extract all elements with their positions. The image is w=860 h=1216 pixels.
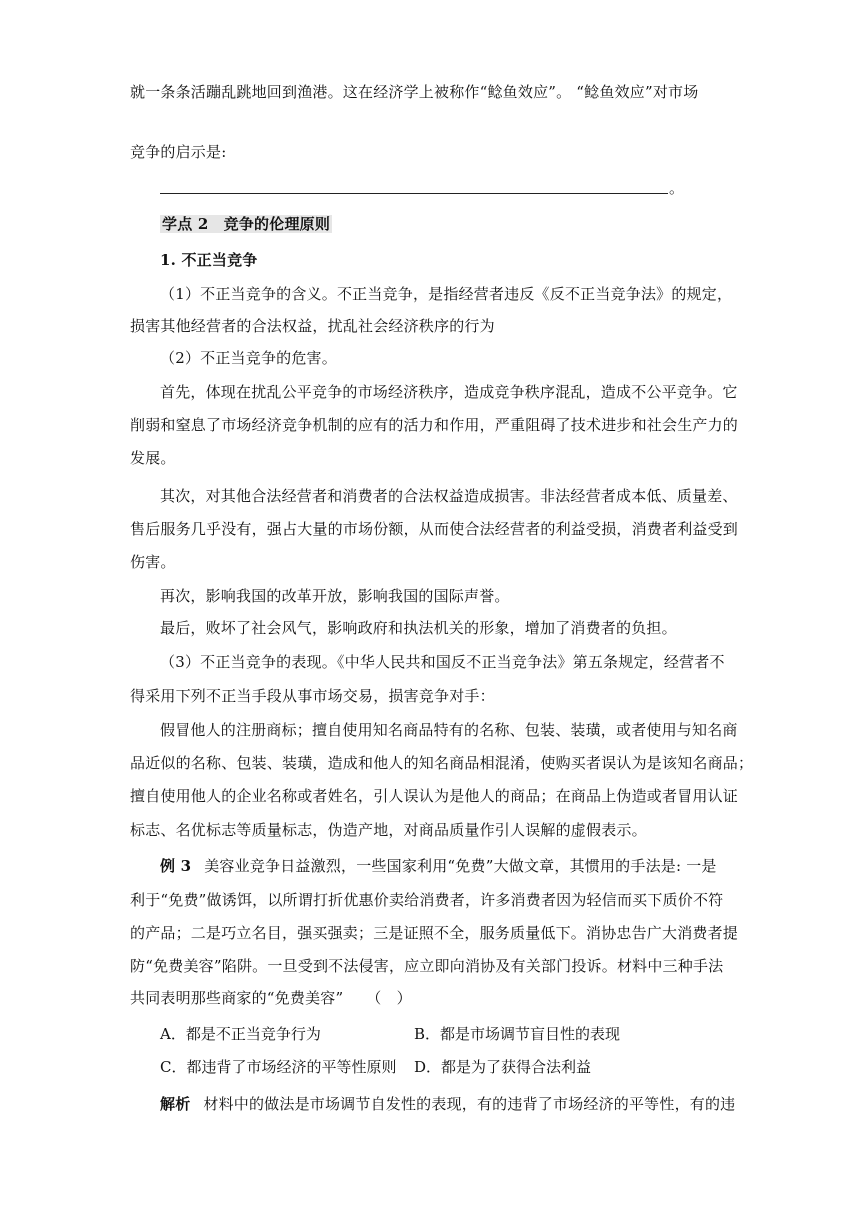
text-line: 售后服务几乎没有，强占大量的市场份额，从而使合法经营者的利益受损，消费者利益受到: [130, 520, 739, 538]
example-line: [160, 856, 717, 876]
text-line: 其次，对其他合法经营者和消费者的合法权益造成损害。非法经营者成本低、质量差、: [160, 487, 738, 505]
analysis-label: 解析: [160, 1095, 191, 1113]
text-line: 竞争的启示是:: [130, 143, 227, 161]
example-text: 美容业竞争日益激烈，一些国家利用“免费”大做文章，其惯用的手法是: 一是: [204, 857, 717, 875]
text-line: （1）不正当竞争的含义。不正当竞争，是指经营者违反《反不正当竞争法》的规定，: [160, 285, 733, 303]
text-line: 的产品；二是巧立名目，强买强卖；三是证照不全，服务质量低下。消协忠告广大消费者提: [130, 924, 739, 942]
subheading: 1. 不正当竞争: [160, 251, 258, 269]
text-line: 防“免费美容”陷阱。一旦受到不法侵害，应立即向消协及有关部门投诉。材料中三种手法: [130, 957, 724, 975]
option-c: C．都违背了市场经济的平等性原则: [160, 1058, 397, 1076]
section-heading: [160, 214, 332, 234]
blank-period: 。: [669, 179, 685, 197]
text-line: 标志、名优标志等质量标志，伪造产地，对商品质量作引人误解的虚假表示。: [130, 821, 647, 839]
answer-blank: [160, 192, 668, 194]
text-line: 最后，败坏了社会风气，影响政府和执法机关的形象，增加了消费者的负担。: [160, 619, 677, 637]
text-line: 首先，体现在扰乱公平竞争的市场经济秩序，造成竞争秩序混乱，造成不公平竞争。它: [160, 383, 738, 401]
text-line: 得采用下列不正当手段从事市场交易，损害竞争对手：: [130, 687, 495, 705]
text-line: 品近似的名称、包装、装璜，造成和他人的知名商品相混淆，使购买者误认为是该知名商品；: [130, 754, 754, 772]
text-line: 削弱和窒息了市场经济竞争机制的应有的活力和作用，严重阻碍了技术进步和社会生产力的: [130, 416, 739, 434]
text-line: （3）不正当竞争的表现。《中华人民共和国反不正当竞争法》第五条规定，经营者不: [160, 653, 725, 671]
text-line: 共同表明那些商家的“免费美容” （ ）: [130, 989, 412, 1007]
text-line: 损害其他经营者的合法权益，扰乱社会经济秩序的行为: [130, 317, 495, 335]
option-d: D．都是为了获得合法利益: [414, 1058, 592, 1076]
text-line: 假冒他人的注册商标；擅自使用知名商品特有的名称、包装、装璜，或者使用与知名商: [160, 721, 738, 739]
option-a: A．都是不正当竞争行为: [160, 1025, 321, 1043]
text-line: 擅自使用他人的企业名称或者姓名，引人误认为是他人的商品；在商品上伪造或者冒用认证: [130, 787, 739, 805]
section-title: 学点 2 竞争的伦理原则: [162, 215, 331, 233]
text-line: 再次，影响我国的改革开放，影响我国的国际声誉。: [160, 587, 510, 605]
text-line: 就一条条活蹦乱跳地回到渔港。这在经济学上被称作“鲶鱼效应”。 “鲶鱼效应”对市场: [130, 83, 699, 101]
text-line: 利于“免费”做诱饵，以所谓打折优惠价卖给消费者，许多消费者因为轻信而买下质价不符: [130, 891, 724, 909]
analysis-line: [160, 1094, 735, 1114]
example-label: 例 3: [160, 857, 192, 875]
text-line: 发展。: [130, 449, 176, 467]
option-b: B．都是市场调节盲目性的表现: [414, 1025, 621, 1043]
analysis-text: 材料中的做法是市场调节自发性的表现，有的违背了市场经济的平等性，有的违: [203, 1095, 736, 1113]
text-line: （2）不正当竞争的危害。: [160, 349, 337, 367]
text-line: 伤害。: [130, 553, 176, 571]
